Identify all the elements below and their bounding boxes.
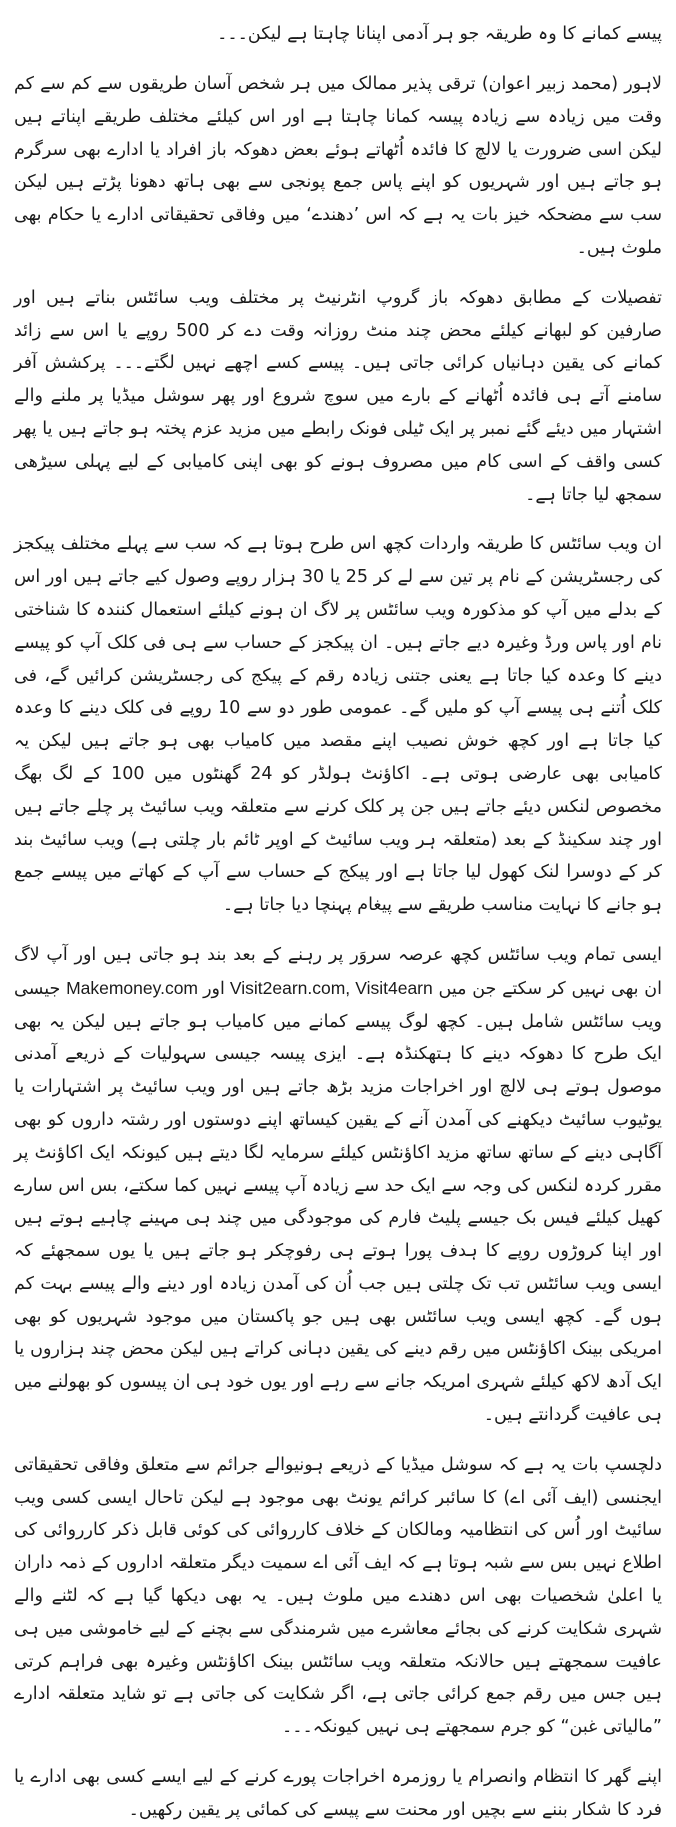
- article-paragraph-1: لاہور (محمد زبیر اعوان) ترقی پذیر ممالک میں ہر شخص آسان طریقوں سے کم سے کم وقت میں زیادہ سے زیادہ پیسہ کمانا چاہتا ہے اور اس کیلئے مختلف طریقے اپناتے ہیں لیکن اسی ضرورت یا لالچ کا فائدہ اُٹھاتے ہوئے بعض دھوکہ باز افراد یا ادارے بھی سرگرم ہو جاتے ہیں اور شہریوں کو اپنے پاس جمع پونجی سے بھی ہاتھ دھونا پڑتے ہیں لیکن سب سے مضحکہ خیز بات یہ ہے کہ اس ’دھندے‘ میں وفاقی تحقیقاتی ادارے یا حکام بھی ملوث ہیں۔: [14, 74, 662, 258]
- article-paragraph-2: تفصیلات کے مطابق دھوکہ باز گروپ انٹرنیٹ پر مختلف ویب سائٹس بناتے ہیں اور صارفین کو لبھانے کیلئے محض چند منٹ روزانہ وقت دے کر 500 روپے یا اس سے زائد کمانے کی یقین دہانیاں کرائی جاتی ہیں۔ پیسے کسے اچھے نہیں لگتے۔۔۔ پرکشش آفر سامنے آتے ہی فائدہ اُٹھانے کے بارے میں سوچ شروع اور پھر سوشل میڈیا پر ملنے والے اشتہار میں دیئے گئے نمبر پر ایک ٹیلی فونک رابطے میں مزید عزم پختہ ہو جاتے ہیں یا پھر کسی واقف کے اسی کام میں مصروف ہونے کو بھی اپنی کامیابی کے لیے پہلی سیڑھی سمجھ لیا جاتا ہے۔: [14, 287, 662, 505]
- article-paragraph-6: اپنے گھر کا انتظام وانصرام یا روزمرہ اخراجات پورے کرنے کے لیے ایسے کسی بھی ادارے یا فرد کا شکار بننے سے بچیں اور محنت سے پیسے کی کمائی پر یقین رکھیں۔: [14, 1767, 662, 1820]
- article-headline: پیسے کمانے کا وہ طریقہ جو ہر آدمی اپنانا چاہتا ہے لیکن۔۔۔: [217, 24, 662, 44]
- article-paragraph-5: دلچسپ بات یہ ہے کہ سوشل میڈیا کے ذریعے ہونیوالے جرائم سے متعلق وفاقی تحقیقاتی ایجنسی (ایف آئی اے) کا سائبر کرائم یونٹ بھی موجود ہے لیکن تاحال ایسی کسی ویب سائیٹ اور اُس کی انتظامیہ ومالکان کے خلاف کارروائی کی کوئی قابل ذکر کارروائی کی اطلاع نہیں بس سے شبہ ہوتا ہے کہ ایف آئی اے سمیت دیگر متعلقہ اداروں کے ذمہ داران یا اعلیٰ شخصیات بھی اس دھندے میں ملوث ہیں۔ یہ بھی دیکھا گیا ہے کہ لٹنے والے شہری شکایت کرنے کی بجائے معاشرے میں شرمندگی سے بچنے کے لیے خاموشی میں ہی عافیت سمجھتے ہیں حالانکہ متعلقہ ویب سائٹس بینک اکاؤنٹس وغیرہ بھی فراہم کرتی ہیں جس میں رقم جمع کرائی جاتی ہے، اگر شکایت کی جاتی ہے تو شاید متعلقہ ادارے ”مالیاتی غبن“ کو جرم سمجھتے ہی نہیں کیونکہ۔۔۔: [14, 1454, 662, 1738]
- website-names: Makemoney.com اور Visit2earn.com, Visit4earn: [66, 977, 433, 998]
- article-paragraph-3: ان ویب سائٹس کا طریقہ واردات کچھ اس طرح ہوتا ہے کہ سب سے پہلے مختلف پیکجز کی رجسٹریشن کے نام پر تین سے لے کر 25 یا 30 ہزار روپے وصول کیے جاتے ہیں اور اس کے بدلے میں آپ کو مذکورہ ویب سائٹس پر لاگ ان ہونے کیلئے استعمال کنندہ کا شناختی نام اور پاس ورڈ وغیرہ دیے جاتے ہیں۔ ان پیکجز کے حساب سے ہی فی کلک آپ کو پیسے دینے کا وعدہ کیا جاتا ہے یعنی جتنی زیادہ رقم کے پیکج کی رجسٹریشن کرائیں گے، فی کلک اُتنے ہی پیسے آپ کو ملیں گے۔ عمومی طور دو سے 10 روپے فی کلک دینے کا وعدہ کیا جاتا ہے اور کچھ خوش نصیب اپنے مقصد میں کامیاب بھی ہو جاتے ہیں لیکن یہ کامیابی بھی عارضی ہوتی ہے۔ اکاؤنٹ ہولڈر کو 24 گھنٹوں میں 100 کے لگ بھگ مخصوص لنکس دیئے جاتے ہیں جن پر کلک کرنے سے متعلقہ ویب سائیٹ پر چلے جاتے ہیں اور چند سکینڈ کے بعد (متعلقہ ہر ویب سائیٹ کے اوپر ٹائم بار چلتی ہے) ویب سائیٹ بند کر کے دوسرا لنک کھول لیا جاتا ہے اور پیکج کے حساب سے آپ کے کھاتے میں پیسے جمع ہو جانے کا نہایت مناسب طریقے سے پیغام پہنچا دیا جاتا ہے۔: [14, 534, 663, 916]
- article-paragraph-4-tail: جیسی ویب سائٹس شامل ہیں۔ کچھ لوگ پیسے کمانے میں: [14, 978, 662, 1032]
- article-paragraph-4: [14, 939, 662, 1432]
- article-paragraph-4-rest: کامیاب ہو جاتے ہیں لیکن یہ بھی ایک طرح کا دھوکہ دینے کا ہتھکنڈہ ہے۔ ایزی پیسہ جیسی سہولیات کے ذریعے آمدنی موصول ہوتے ہی لالچ اور اخراجات مزید بڑھ جاتے ہیں اور ویب سائیٹ پر اشتہارات یا یوٹیوب سائیٹ دیکھنے کی آمدن آنے کے یقین کیساتھ اپنے دوستوں اور رشتہ داروں کو بھی آگاہی دینے کے ساتھ ساتھ مزید اکاؤنٹس کیلئے سرمایہ لگا دیتے ہیں کیونکہ ایک اکاؤنٹ پر مقرر کردہ لنکس کی وجہ سے ایک حد سے زیادہ آپ پیسے نہیں کما سکتے، بس اس سارے کھیل کیلئے فیس بک جیسے پلیٹ فارم کی موجودگی میں چند ہی مہینے چاہیے ہوتے ہیں اور اپنا کروڑوں روپے کا ہدف پورا ہوتے ہی رفوچکر ہو جاتے ہیں یا یوں سمجھئے کہ ایسی ویب سائٹس تب تک چلتی ہیں جب اُن کی آمدن زیادہ اور دینے والے پیسے بہت کم ہوں گے۔ کچھ ایسی ویب سائٹس بھی ہیں جو پاکستان میں موجود شہریوں کو بھی امریکی بینک اکاؤنٹس میں رقم دینے کی یقین دہانی کراتے ہیں لیکن محض چند ہزاروں یا ایک آدھ لاکھ کیلئے شہری امریکہ جانے سے رہے اور یوں خود ہی ان پیسوں کو بھولنے میں ہی عافیت گردانتے ہیں۔: [14, 1011, 662, 1426]
- article-paragraph-4-lead: ایسی تمام ویب سائٹس کچھ عرصہ سروَر پر رہنے کے بعد بند ہو جاتی ہیں اور آپ لاگ ان بھی نہیں کر سکتے جن میں: [14, 944, 662, 999]
